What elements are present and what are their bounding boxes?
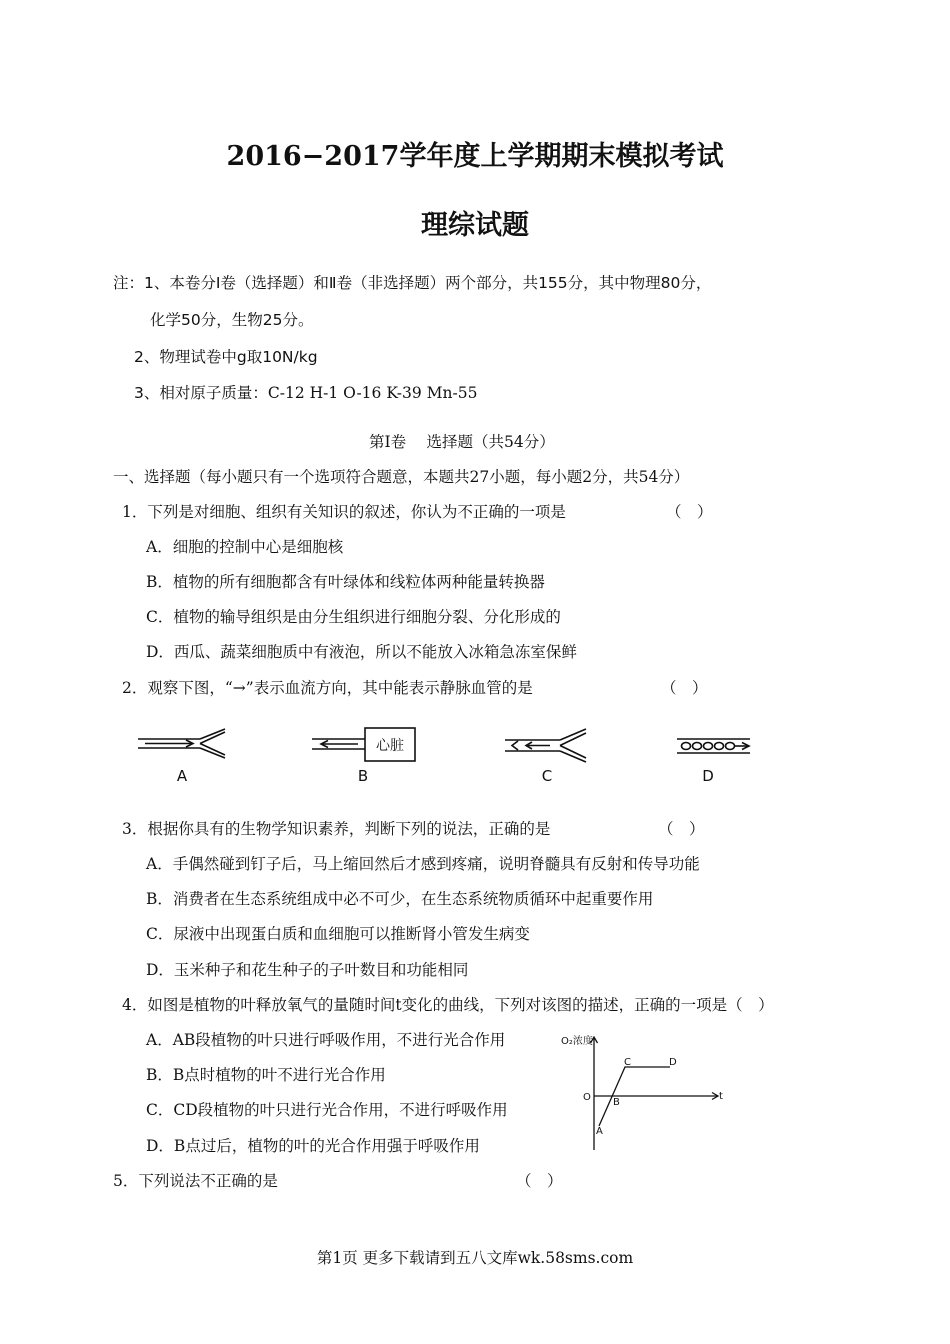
note-3-prefix: 3、: [134, 384, 160, 402]
question-1-option-d: D．西瓜、蔬菜细胞质中有液泡，所以不能放入冰箱急冻室保鲜: [146, 643, 577, 661]
question-1-answer-blank: （ ）: [666, 503, 713, 521]
vessel-a-diagram: [138, 729, 225, 758]
question-3-answer-blank: （ ）: [658, 820, 705, 838]
question-4-stem: 4．如图是植物的叶释放氧气的量随时间t变化的曲线，下列对该图的描述，正确的一项是（ ）: [122, 996, 774, 1014]
blood-vessel-figure: [0, 712, 950, 797]
heart-label: 心脏: [376, 738, 404, 754]
question-5-stem: 5．下列说法不正确的是: [113, 1172, 278, 1190]
question-4-option-b: B．B点时植物的叶不进行光合作用: [146, 1066, 386, 1084]
question-2-stem: 2．观察下图，“→”表示血流方向，其中能表示静脉血管的是: [122, 679, 533, 697]
question-4-option-c: C．CD段植物的叶只进行光合作用，不进行呼吸作用: [146, 1101, 508, 1119]
note-1-line-2: 化学50分，生物25分。: [150, 311, 314, 329]
vessel-c-diagram: [505, 729, 586, 762]
note-3-text: 相对原子质量：C-12 H-1 O-16 K-39 Mn-55: [159, 384, 478, 402]
oxygen-curve-graph: [555, 1030, 735, 1155]
question-3-option-d: D．玉米种子和花生种子的子叶数目和功能相同: [146, 961, 469, 979]
graph-origin-label: O: [583, 1092, 591, 1103]
graph-y-label: O₂浓度: [561, 1036, 593, 1047]
note-3: [134, 381, 477, 403]
question-4-option-d: D．B点过后，植物的叶的光合作用强于呼吸作用: [146, 1137, 480, 1155]
vessel-d-label: D: [702, 767, 714, 785]
vessel-b-label: B: [357, 767, 369, 785]
vessel-c-label: C: [541, 767, 553, 785]
vessel-a-label: A: [176, 767, 188, 785]
exam-subtitle: 理综试题: [421, 210, 529, 241]
graph-point-a-label: A: [596, 1126, 603, 1137]
question-1-stem: 1．下列是对细胞、组织有关知识的叙述，你认为不正确的一项是: [122, 503, 566, 521]
graph-point-d-label: D: [669, 1057, 677, 1068]
page-footer: 第1页 更多下载请到五八文库wk.58sms.com: [316, 1249, 634, 1267]
question-1-option-a: A．细胞的控制中心是细胞核: [146, 538, 344, 556]
question-2-answer-blank: （ ）: [661, 679, 708, 697]
section-intro: 一、选择题（每小题只有一个选项符合题意，本题共27小题，每小题2分，共54分）: [113, 468, 690, 486]
question-1-option-b: B．植物的所有细胞都含有叶绿体和线粒体两种能量转换器: [146, 573, 545, 591]
section-title: 第Ⅰ卷 选择题（共54分）: [369, 433, 555, 451]
vessel-d-diagram: [677, 739, 750, 753]
question-3-option-b: B．消费者在生态系统组成中必不可少，在生态系统物质循环中起重要作用: [146, 890, 654, 908]
note-1-line-1: 注：1、本卷分Ⅰ卷（选择题）和Ⅱ卷（非选择题）两个部分，共155分，其中物理80分，: [113, 274, 712, 292]
question-4-option-a: A．AB段植物的叶只进行呼吸作用，不进行光合作用: [146, 1031, 506, 1049]
question-3-option-c: C．尿液中出现蛋白质和血细胞可以推断肾小管发生病变: [146, 925, 530, 943]
graph-x-label: t: [719, 1091, 723, 1102]
question-3-option-a: A．手偶然碰到钉子后，马上缩回然后才感到疼痛，说明脊髓具有反射和传导功能: [146, 855, 700, 873]
note-2: 2、物理试卷中g取10N/kg: [134, 348, 318, 366]
question-5-answer-blank: （ ）: [516, 1172, 563, 1190]
question-3-stem: 3．根据你具有的生物学知识素养，判断下列的说法，正确的是: [122, 820, 551, 838]
question-1-option-c: C．植物的输导组织是由分生组织进行细胞分裂、分化形成的: [146, 608, 561, 626]
graph-point-b-label: B: [613, 1097, 620, 1108]
graph-point-c-label: C: [624, 1057, 631, 1068]
exam-title: 2016−2017学年度上学期期末模拟考试: [226, 141, 724, 172]
